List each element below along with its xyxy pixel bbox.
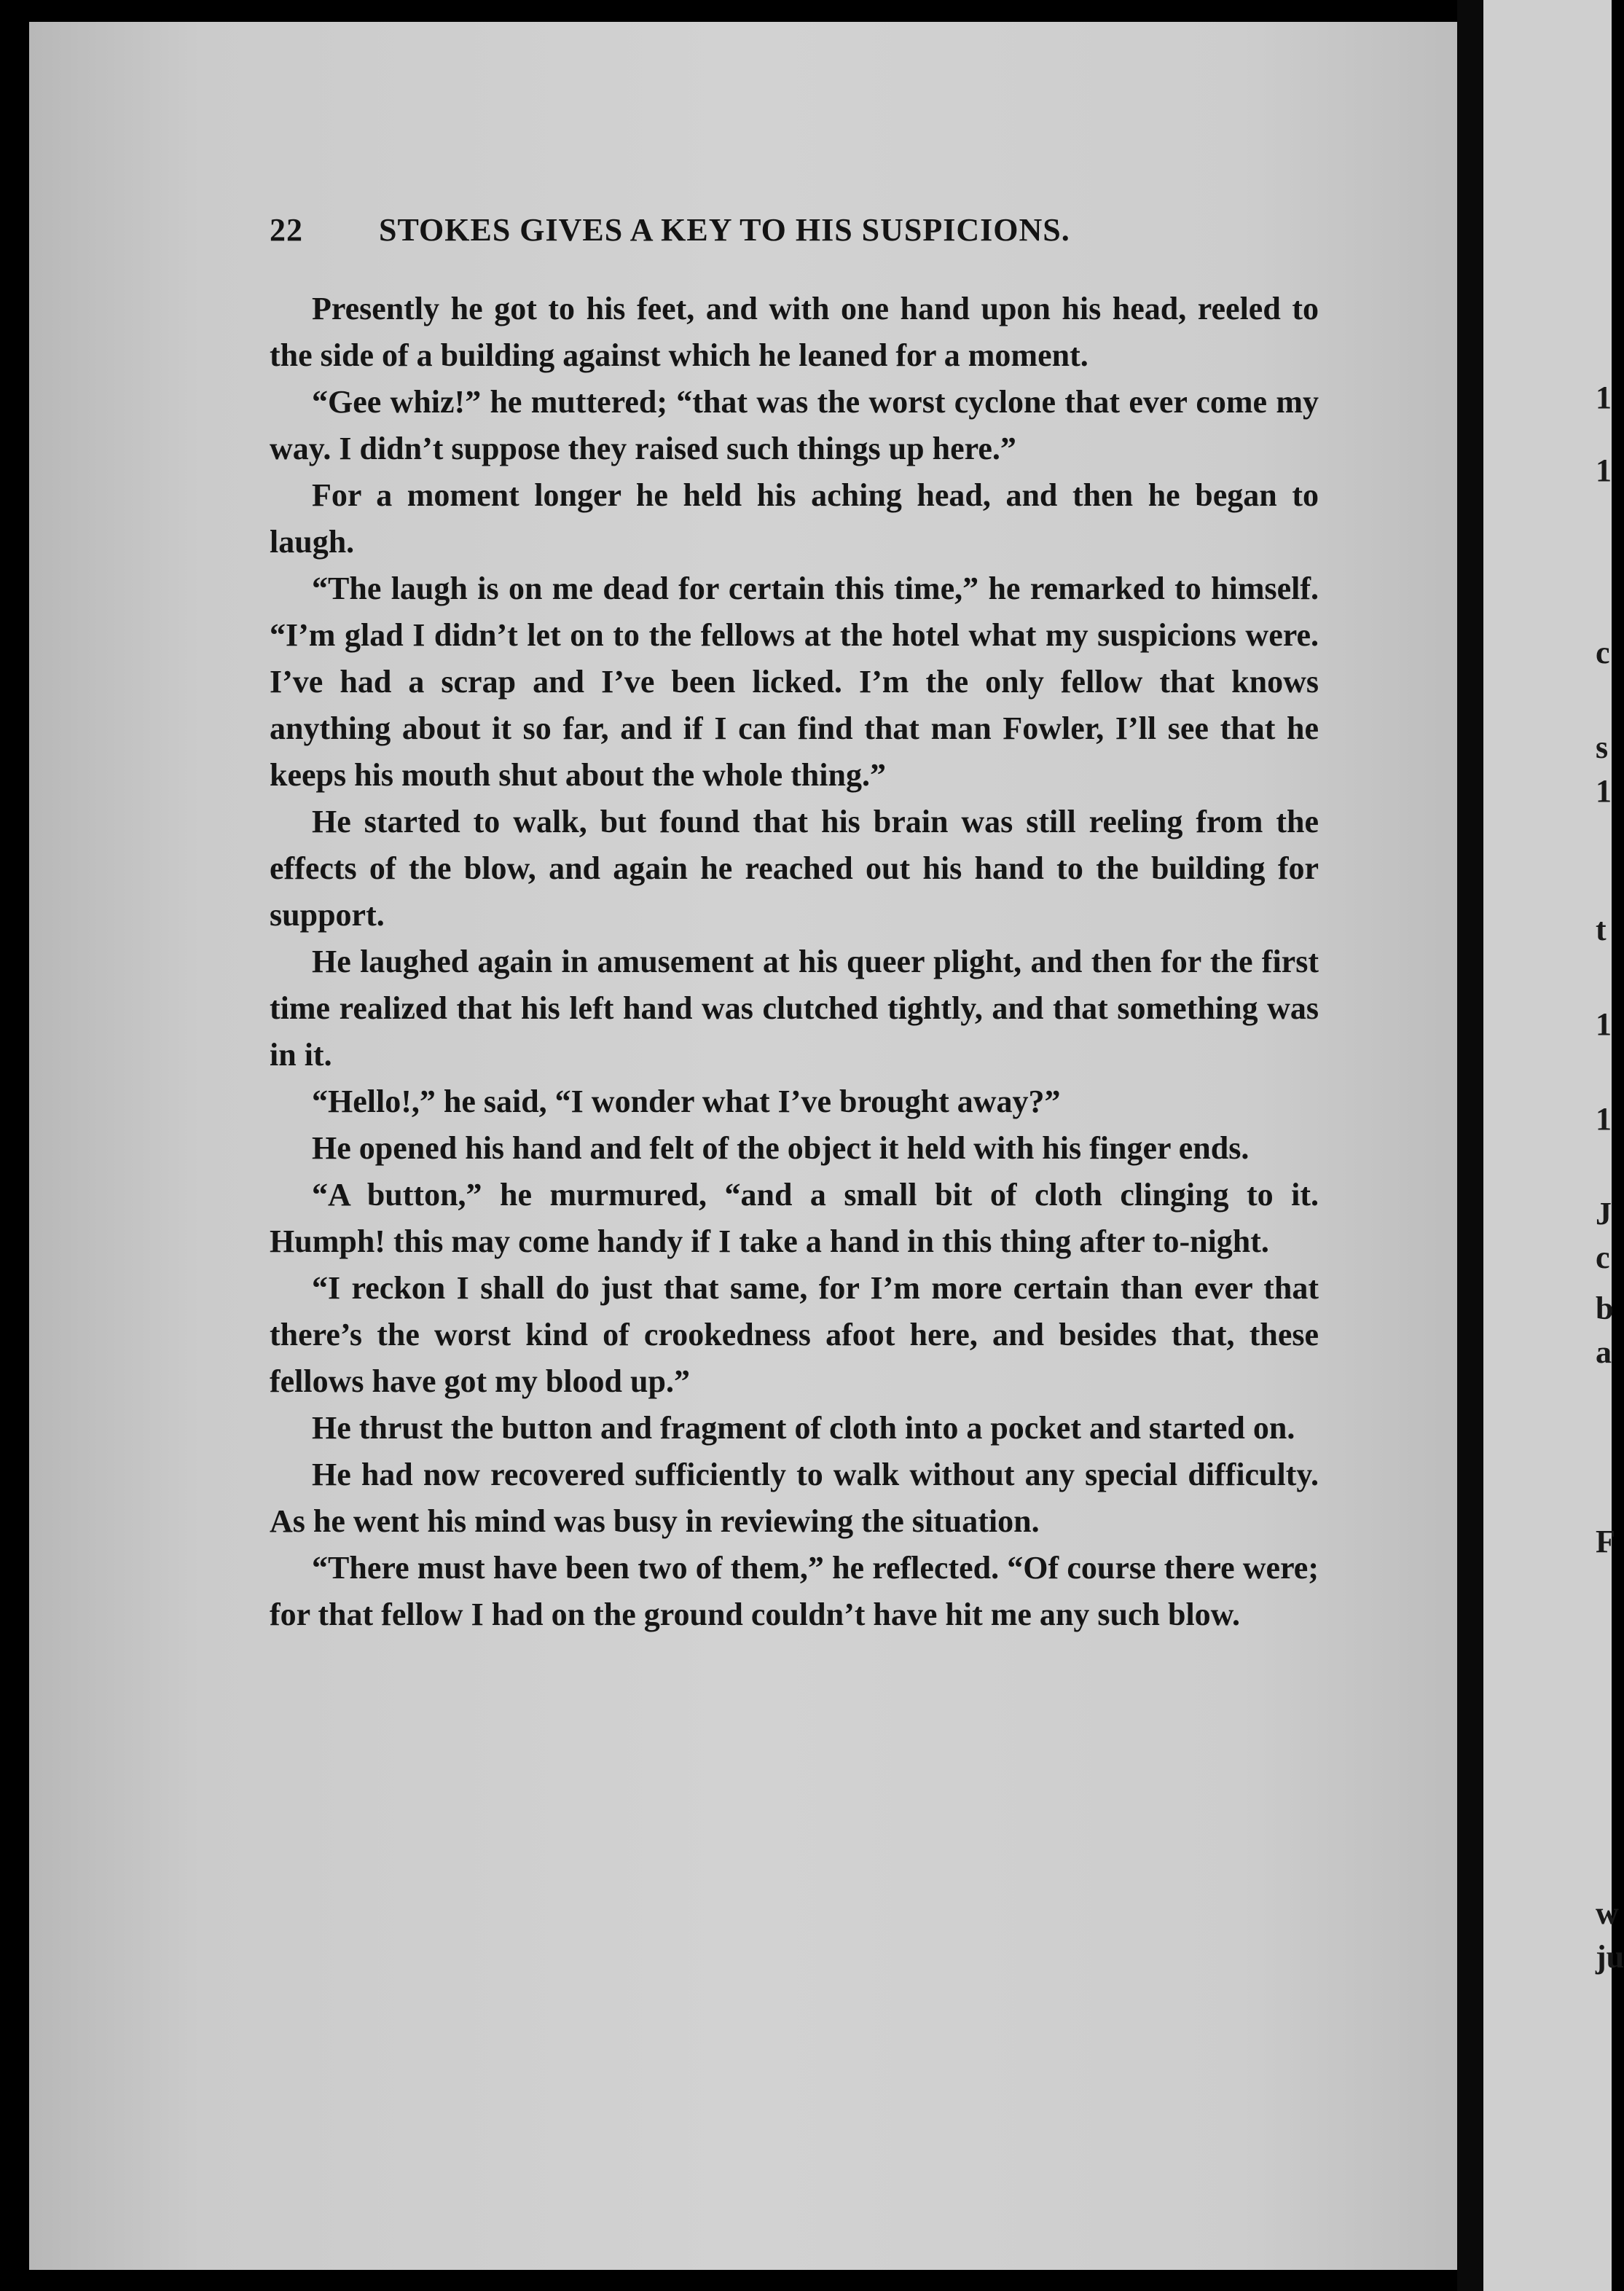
adjacent-page-edge [1483, 0, 1612, 2291]
paragraph: He thrust the button and fragment of cloth into a pocket and started on. [312, 1410, 1295, 1446]
paragraph: “There must have been two of them,” he reflected. “Of course there were; for that fellow I had on the ground couldn’t have hit me any such blow. [270, 1550, 1319, 1632]
edge-letter: t [1596, 912, 1607, 947]
paragraph: He started to walk, but found that his brain was still reeling from the effects of the blow, and again he reached out his hand to the building for support. [270, 804, 1319, 933]
edge-letter: b [1596, 1291, 1614, 1326]
edge-letter: 1 [1596, 380, 1612, 415]
paragraph: He opened his hand and felt of the object it held with his finger ends. [312, 1130, 1250, 1166]
paragraph: For a moment longer he held his aching head, and then he began to laugh. [270, 477, 1319, 560]
edge-letter: a [1596, 1334, 1612, 1370]
page-number: 22 [270, 212, 303, 248]
paragraph: He had now recovered sufficiently to walk without any special difficulty. As he went his mind was busy in reviewing the situation. [270, 1457, 1319, 1539]
adjacent-page-letters [1596, 0, 1624, 2291]
paragraph: “A button,” he murmured, “and a small bit of cloth clinging to it. Humph! this may come handy if I take a hand in this thing after to-night. [270, 1177, 1319, 1259]
chapter-title: STOKES GIVES A KEY TO HIS SUSPICIONS. [379, 212, 1070, 248]
edge-letter: c [1596, 1240, 1610, 1275]
paragraph: “Gee whiz!” he muttered; “that was the worst cyclone that ever come my way. I didn’t suppose they raised such things up here.” [270, 384, 1319, 466]
edge-letter: F [1596, 1524, 1615, 1559]
edge-letter: J [1596, 1196, 1612, 1231]
edge-letter: s [1596, 729, 1609, 765]
paragraph: “I reckon I shall do just that same, for I’m more certain than ever that there’s the worst kind of crookedness afoot here, and besides that, these fellows have got my blood up.” [270, 1270, 1319, 1399]
running-head [270, 211, 1319, 248]
body-text [270, 286, 1319, 1638]
paragraph: “Hello!,” he said, “I wonder what I’ve brought away?” [312, 1084, 1061, 1119]
paragraph: “The laugh is on me dead for certain this time,” he remarked to himself. “I’m glad I didn’t let on to the fellows at the hotel what my suspicions were. I’ve had a scrap and I’ve been licked. I’m the only fellow that knows anything about it so far, and if I can find that man Fowler, I’ll see that he keeps his mouth shut about the whole thing.” [270, 571, 1319, 793]
edge-letter: 1 [1596, 453, 1612, 488]
paragraph: Presently he got to his feet, and with one hand upon his head, reeled to the side of a building against which he leaned for a moment. [270, 291, 1319, 373]
page-gutter [1457, 0, 1483, 2291]
edge-letter: 1 [1596, 1006, 1612, 1042]
edge-letter: 1 [1596, 773, 1612, 809]
paragraph: He laughed again in amusement at his queer plight, and then for the first time realized that his left hand was clutched tightly, and that something was in it. [270, 944, 1319, 1073]
edge-letter: 1 [1596, 1101, 1612, 1137]
edge-letter: ju [1596, 1939, 1624, 1975]
edge-letter: c [1596, 635, 1610, 670]
edge-letter: w [1596, 1895, 1619, 1931]
